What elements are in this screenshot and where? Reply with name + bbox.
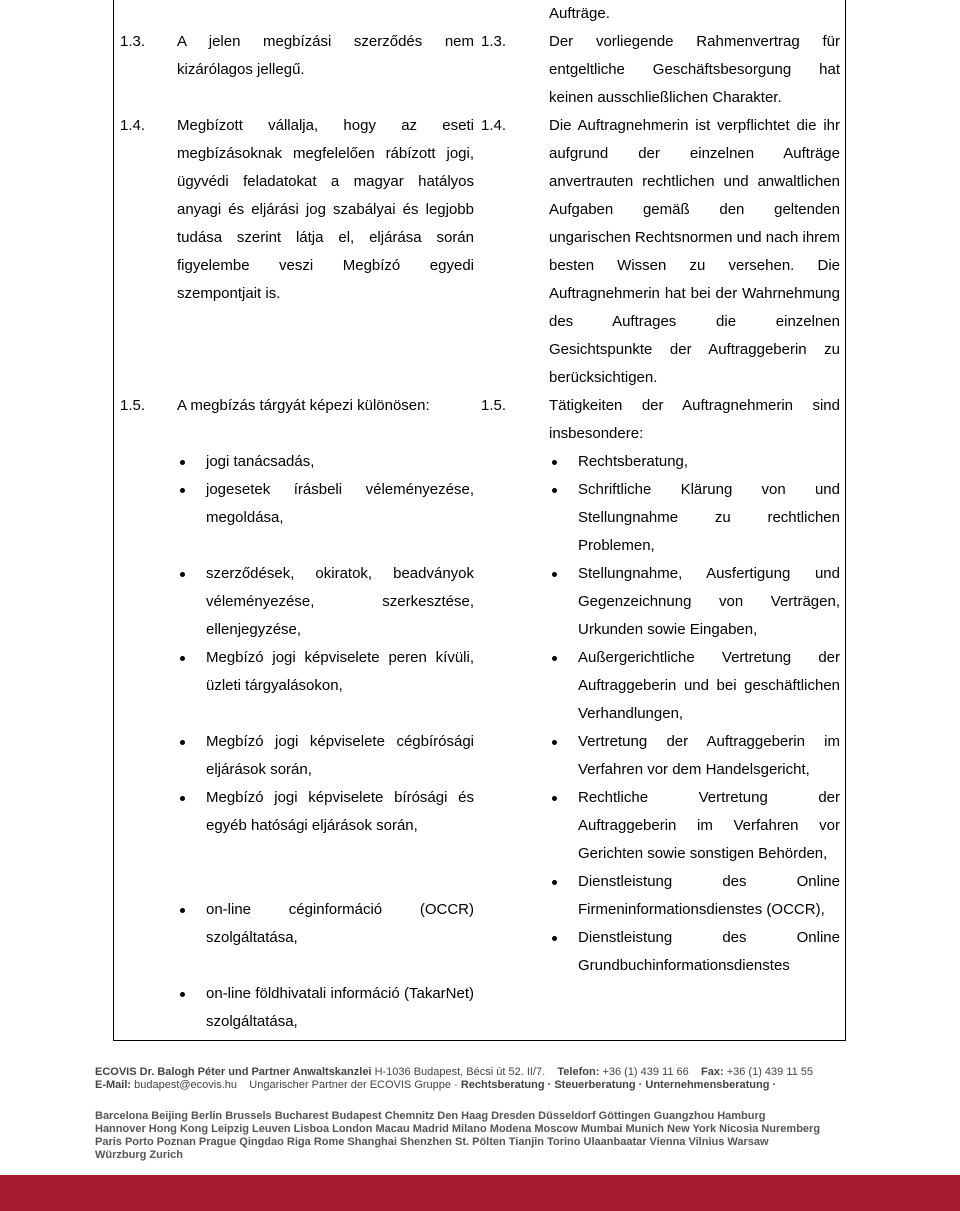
list-item: Dienstleistung des Online Firmeninformationsdienstes (OCCR), [549,868,840,924]
section-number: 1.5. [120,397,146,414]
list-item: Megbízó jogi képviselete cégbírósági eljárások során, [177,728,474,784]
bullet-icon [177,728,206,784]
hu-section-1-4 [120,112,474,308]
bullet-icon [177,980,206,1036]
bullet-icon [549,560,578,644]
list-item: jogi tanácsadás, [177,448,474,476]
section-number: 1.5. [481,397,507,414]
list-item: Megbízó jogi képviselete peren kívüli, üzleti tárgyalásokon, [177,644,474,700]
bullet-icon [177,476,206,532]
section-number: 1.4. [481,117,507,134]
bullet-icon [177,784,206,840]
bullet-icon [549,868,578,924]
list-item: Stellungnahme, Ausfertigung und Gegenzeichnung von Verträgen, Urkunden sowie Eingaben, [549,560,840,644]
company-name: ECOVIS Dr. Balogh Péter und Partner Anwaltskanzlei [95,1066,372,1078]
section-number: 1.3. [481,33,507,50]
de-section-1-5 [481,392,840,448]
services-text: Rechtsberatung · Steuerberatung · Unternehmensberatung · [460,1079,777,1091]
bullet-icon [177,896,206,952]
list-item: on-line céginformáció (OCCR) szolgáltatása, [177,896,474,952]
bullet-icon [177,644,206,700]
email-link[interactable]: budapest@ecovis.hu [134,1079,238,1091]
list-item: Schriftliche Klärung von und Stellungnahme zu rechtlichen Problemen, [549,476,840,560]
hungarian-column [120,0,474,1036]
de-top-continuation [481,0,840,28]
fax-number: +36 (1) 439 11 55 [726,1066,814,1078]
section-text: Aufträge. [549,5,610,22]
page-footer [95,1066,885,1162]
list-item: Vertretung der Auftraggeberin im Verfahren vor dem Handelsgericht, [549,728,840,784]
footer-contact-line: ECOVIS Dr. Balogh Péter und Partner Anwaltskanzlei H-1036 Budapest, Bécsi út 52. II/7. Telefon: +36 (1) 439 11 66 Fax: +36 (1) 439 11 55 [95,1066,814,1078]
list-item: Megbízó jogi képviselete bírósági és egyéb hatósági eljárások során, [177,784,474,840]
bullet-icon [549,728,578,784]
bullet-icon [549,784,578,868]
section-text: A megbízás tárgyát képezi különösen: [177,397,430,414]
list-item: Rechtliche Vertretung der Auftraggeberin im Verfahren vor Gerichten sowie sonstigen Behörden, [549,784,840,868]
partner-text: Ungarischer Partner der ECOVIS Gruppe · [249,1079,458,1091]
german-column [481,0,840,980]
bullet-icon [549,924,578,980]
brand-color-bar [0,1175,960,1211]
section-text: Megbízott vállalja, hogy az eseti megbízásoknak megfelelően rábízott jogi, ügyvédi feladatokat a magyar hatályos anyagi és eljárási jog szabályai és legjobb tudása szerint látja el, eljárása során figyelembe veszi Megbízó egyedi szempontjait is. [177,117,474,302]
phone-number: +36 (1) 439 11 66 [602,1066,689,1078]
bullet-icon [549,476,578,560]
bullet-icon [177,560,206,644]
de-section-1-3 [481,28,840,112]
section-text: A jelen megbízási szerződés nem kizárólagos jellegű. [177,33,474,78]
bullet-icon [177,448,206,476]
de-section-1-4 [481,112,840,392]
list-item: Rechtsberatung, [549,448,840,476]
list-item: Dienstleistung des Online Grundbuchinformationsdienstes [549,924,840,980]
section-number: 1.3. [120,33,146,50]
list-item: Außergerichtliche Vertretung der Auftraggeberin und bei geschäftlichen Verhandlungen, [549,644,840,728]
list-item: on-line földhivatali információ (TakarNet) szolgáltatása, [177,980,474,1036]
section-text: Die Auftragnehmerin ist verpflichtet die ihr aufgrund der einzelnen Aufträge anvertrauten rechtlichen und anwaltlichen Aufgaben gemäß den geltenden ungarischen Rechtsnormen und nach ihrem besten Wissen zu versehen. Die Auftragnehmerin hat bei der Wahrnehmung des Auftrages die einzelnen Gesichtspunkte der Auftraggeberin zu berücksichtigen. [549,117,840,386]
section-number: 1.4. [120,117,146,134]
bullet-icon [549,448,578,476]
list-item: jogesetek írásbeli véleményezése, megoldása, [177,476,474,532]
footer-email-line: E-Mail: budapest@ecovis.hu Ungarischer Partner der ECOVIS Gruppe · Rechtsberatung · Steuerberatung · Unternehmensberatung · [95,1079,777,1091]
city-list: Barcelona Beijing Berlin Brussels Bucharest Budapest Chemnitz Den Haag Dresden Düsseldorf Göttingen Guangzhou Hamburg Hannover Hong Kong Leipzig Leuven Lisboa London Macau Madrid Milano Modena Moscow Mumbai Munich New York Nicosia Nuremberg Paris Porto Poznan Prague Qingdao Riga Rome Shanghai Shenzhen St. Pölten Tianjin Torino Ulaanbaatar Vienna Vilnius Warsaw Würzburg Zurich [95,1110,821,1161]
section-text: Tätigkeiten der Auftragnehmerin sind insbesondere: [549,397,840,442]
hu-section-1-3 [120,28,474,84]
section-text: Der vorliegende Rahmenvertrag für entgeltliche Geschäftsbesorgung hat keinen ausschließlichen Charakter. [549,33,840,106]
company-address: H-1036 Budapest, Bécsi út 52. II/7. [374,1066,546,1078]
list-item: szerződések, okiratok, beadványok véleményezése, szerkesztése, ellenjegyzése, [177,560,474,644]
hu-section-1-5 [120,392,474,420]
bullet-icon [549,644,578,728]
